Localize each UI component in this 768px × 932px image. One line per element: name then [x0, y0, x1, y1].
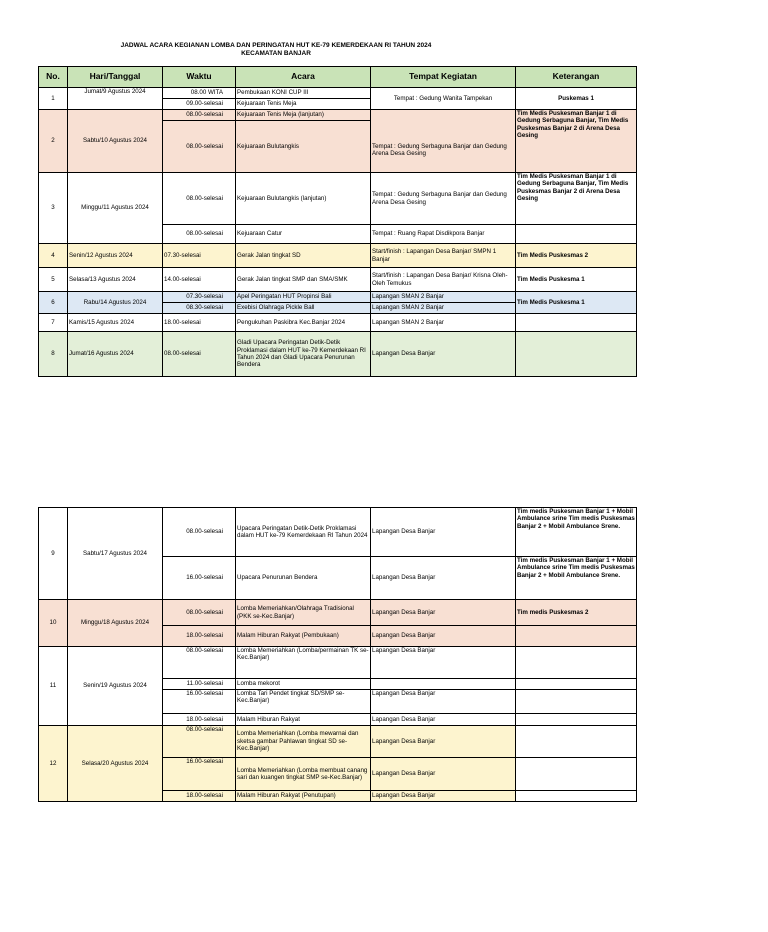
header-no: No.	[39, 67, 68, 88]
row-note	[516, 791, 637, 802]
row-venue: Start/finish : Lapangan Desa Banjar/ Krisna Oleh-Oleh Temukus	[371, 268, 516, 292]
schedule-table-1	[38, 66, 637, 377]
row-date: Sabtu/17 Agustus 2024	[68, 508, 163, 600]
table-row	[39, 292, 637, 303]
row-event: Malam Hiburan Rakyat	[236, 714, 371, 726]
row-time: 08.00-selesai	[163, 121, 236, 173]
row-note: Tim medis Puskesmas 2	[516, 600, 637, 626]
row-time: 14.00-selesai	[163, 268, 236, 292]
schedule-table-2	[38, 507, 637, 802]
document-subtitle: KECAMATAN BANJAR	[241, 50, 311, 57]
row-no: 1	[39, 88, 68, 110]
row-note	[516, 690, 637, 714]
table-row	[39, 647, 637, 679]
row-event: Pembukaan KONI CUP III	[236, 88, 371, 99]
row-no: 12	[39, 726, 68, 802]
table-row	[39, 332, 637, 377]
row-venue: Lapangan Desa Banjar	[371, 600, 516, 626]
row-venue: Lapangan Desa Banjar	[371, 714, 516, 726]
row-event: Lomba Memeriahkan/Olahraga Tradisional (PKK se-Kec.Banjar)	[236, 600, 371, 626]
row-venue: Lapangan SMAN 2 Banjar	[371, 292, 516, 303]
header-waktu: Waktu	[163, 67, 236, 88]
table-row	[39, 508, 637, 557]
row-venue: Lapangan SMAN 2 Banjar	[371, 303, 516, 314]
row-no: 6	[39, 292, 68, 314]
table-row	[39, 726, 637, 758]
row-time: 08.00-selesai	[163, 508, 236, 557]
row-date: Sabtu/10 Agustus 2024	[68, 110, 163, 173]
header-tempat: Tempat Kegiatan	[371, 67, 516, 88]
table-row	[39, 110, 637, 121]
row-date: Jumat/16 Agustus 2024	[68, 332, 163, 377]
row-time: 16.00-selesai	[163, 758, 236, 791]
row-note	[516, 626, 637, 647]
row-venue: Tempat : Gedung Serbaguna Banjar dan Gedung Arena Desa Gesing	[371, 110, 516, 173]
row-note: Tim Medis Puskesmas 2	[516, 244, 637, 268]
row-date: Selasa/20 Agustus 2024	[68, 726, 163, 802]
row-date: Rabu/14 Agustus 2024	[68, 292, 163, 314]
row-time: 08.30-selesai	[163, 303, 236, 314]
row-note	[516, 647, 637, 679]
row-event: Kejuaraan Bulutangkis	[236, 121, 371, 173]
row-note: Tim medis Puskesman Banjar 1 + Mobil Ambulance srine Tim medis Puskesmas Banjar 2 + Mobil Ambulance Srene.	[516, 557, 637, 600]
row-note	[516, 332, 637, 377]
row-venue: Lapangan Desa Banjar	[371, 726, 516, 758]
row-note: Tim Medis Puskesma 1	[516, 292, 637, 314]
row-event: Exebisi Olahraga Pickle Ball	[236, 303, 371, 314]
row-no: 3	[39, 173, 68, 244]
row-venue: Tempat : Gedung Wanita Tampekan	[371, 88, 516, 110]
row-event: Kejuaraan Catur	[236, 225, 371, 244]
row-date: Kamis/15 Agustus 2024	[68, 314, 163, 332]
table-row	[39, 244, 637, 268]
row-time: 18.00-selesai	[163, 791, 236, 802]
row-event: Pengukuhan Paskibra Kec.Banjar 2024	[236, 314, 371, 332]
header-keterangan: Keterangan	[516, 67, 637, 88]
row-time: 07.30-selesai	[163, 292, 236, 303]
row-venue: Lapangan Desa Banjar	[371, 626, 516, 647]
row-time: 16.00-selesai	[163, 690, 236, 714]
row-event: Gerak Jalan tingkat SD	[236, 244, 371, 268]
row-no: 9	[39, 508, 68, 600]
row-time: 08.00 WITA	[163, 88, 236, 99]
row-time: 11.00-selesai	[163, 679, 236, 690]
table-row	[39, 173, 637, 225]
header-row	[39, 67, 637, 88]
row-note	[516, 679, 637, 690]
row-time: 07.30-selesai	[163, 244, 236, 268]
row-date: Senin/19 Agustus 2024	[68, 647, 163, 726]
row-no: 7	[39, 314, 68, 332]
row-time: 09.00-selesai	[163, 99, 236, 110]
row-event: Malam Hiburan Rakyat (Penutupan)	[236, 791, 371, 802]
row-no: 8	[39, 332, 68, 377]
row-event: Lomba Memeriahkan (Lomba membuat canang sari dan kuangen tingkat SMP se-Kec.Banjar)	[236, 758, 371, 791]
row-note	[516, 225, 637, 244]
row-venue: Start/finish : Lapangan Desa Banjar/ SMPN 1 Banjar	[371, 244, 516, 268]
row-note	[516, 726, 637, 758]
table-row	[39, 314, 637, 332]
row-event: Kejuaraan Tenis Meja	[236, 99, 371, 110]
row-note: Tim medis Puskesman Banjar 1 + Mobil Ambulance srine Tim medis Puskesmas Banjar 2 + Mobil Ambulance Srene.	[516, 508, 637, 557]
row-time: 18.00-selesai	[163, 314, 236, 332]
row-note	[516, 314, 637, 332]
row-no: 5	[39, 268, 68, 292]
row-time: 08.00-selesai	[163, 110, 236, 121]
row-date: Selasa/13 Agustus 2024	[68, 268, 163, 292]
row-time: 08.00-selesai	[163, 332, 236, 377]
row-time: 08.00-selesai	[163, 173, 236, 225]
header-acara: Acara	[236, 67, 371, 88]
row-venue: Lapangan Desa Banjar	[371, 791, 516, 802]
row-no: 11	[39, 647, 68, 726]
row-event: Gerak Jalan tingkat SMP dan SMA/SMK	[236, 268, 371, 292]
row-date: Minggu/18 Agustus 2024	[68, 600, 163, 647]
row-event: Kejuaraan Bulutangkis (lanjutan)	[236, 173, 371, 225]
row-note: Tim Medis Puskesma 1	[516, 268, 637, 292]
row-time: 08.00-selesai	[163, 600, 236, 626]
row-date: Minggu/11 Agustus 2024	[68, 173, 163, 244]
row-time: 08.00-selesai	[163, 726, 236, 758]
row-time: 18.00-selesai	[163, 714, 236, 726]
row-note	[516, 714, 637, 726]
row-venue: Lapangan Desa Banjar	[371, 332, 516, 377]
row-venue: Lapangan Desa Banjar	[371, 690, 516, 714]
row-venue: Tempat : Gedung Serbaguna Banjar dan Gedung Arena Desa Gesing	[371, 173, 516, 225]
row-event: Gladi Upacara Peringatan Detik-Detik Proklamasi dalam HUT ke-79 Kemerdekaan RI Tahun 2024 dan Gladi Upacara Penurunan Bendera	[236, 332, 371, 377]
row-venue: Lapangan Desa Banjar	[371, 557, 516, 600]
row-time: 18.00-selesai	[163, 626, 236, 647]
row-date: Senin/12 Agustus 2024	[68, 244, 163, 268]
row-no: 10	[39, 600, 68, 647]
row-venue: Lapangan Desa Banjar	[371, 758, 516, 791]
row-event: Lomba Memeriahkan (Lomba/permainan TK se-Kec.Banjar)	[236, 647, 371, 679]
table-row	[39, 88, 637, 99]
row-event: Kejuaraan Tenis Meja (lanjutan)	[236, 110, 371, 121]
row-event: Apel Peringatan HUT Propinsi Bali	[236, 292, 371, 303]
row-time: 08.00-selesai	[163, 647, 236, 679]
row-event: Malam Hiburan Rakyat (Pembukaan)	[236, 626, 371, 647]
row-venue: Lapangan Desa Banjar	[371, 508, 516, 557]
table-row	[39, 600, 637, 626]
row-date: Jumat/9 Agustus 2024	[68, 88, 163, 110]
row-no: 4	[39, 244, 68, 268]
row-note: Puskemas 1	[516, 88, 637, 110]
row-event: Lomba mekorot	[236, 679, 371, 690]
row-time: 08.00-selesai	[163, 225, 236, 244]
header-hari: Hari/Tanggal	[68, 67, 163, 88]
row-venue: Tempat : Ruang Rapat Disdikpora Banjar	[371, 225, 516, 244]
row-note: Tim Medis Puskesman Banjar 1 di Gedung Serbaguna Banjar, Tim Medis Puskesmas Banjar 2 di Arena Desa Gesing	[516, 173, 637, 225]
row-event: Upacara Penurunan Bendera	[236, 557, 371, 600]
row-note: Tim Medis Puskesman Banjar 1 di Gedung Serbaguna Banjar, Tim Medis Puskesmas Banjar 2 di Arena Desa Gesing	[516, 110, 637, 173]
row-time: 16.00-selesai	[163, 557, 236, 600]
row-event: Upacara Peringatan Detik-Detik Proklamasi dalam HUT ke-79 Kemerdekaan RI Tahun 2024	[236, 508, 371, 557]
row-venue: Lapangan Desa Banjar	[371, 647, 516, 679]
row-venue	[371, 679, 516, 690]
row-event: Lomba Memeriahkan (Lomba mewarnai dan sketsa gambar Pahlawan tingkat SD se-Kec.Banjar)	[236, 726, 371, 758]
row-venue: Lapangan SMAN 2 Banjar	[371, 314, 516, 332]
document-title: JADWAL ACARA KEGIANAN LOMBA DAN PERINGATAN HUT KE-79 KEMERDEKAAN RI TAHUN 2024	[120, 42, 432, 49]
row-note	[516, 758, 637, 791]
row-event: Lomba Tari Pendet tingkat SD/SMP se-Kec.Banjar)	[236, 690, 371, 714]
row-no: 2	[39, 110, 68, 173]
table-row	[39, 268, 637, 292]
